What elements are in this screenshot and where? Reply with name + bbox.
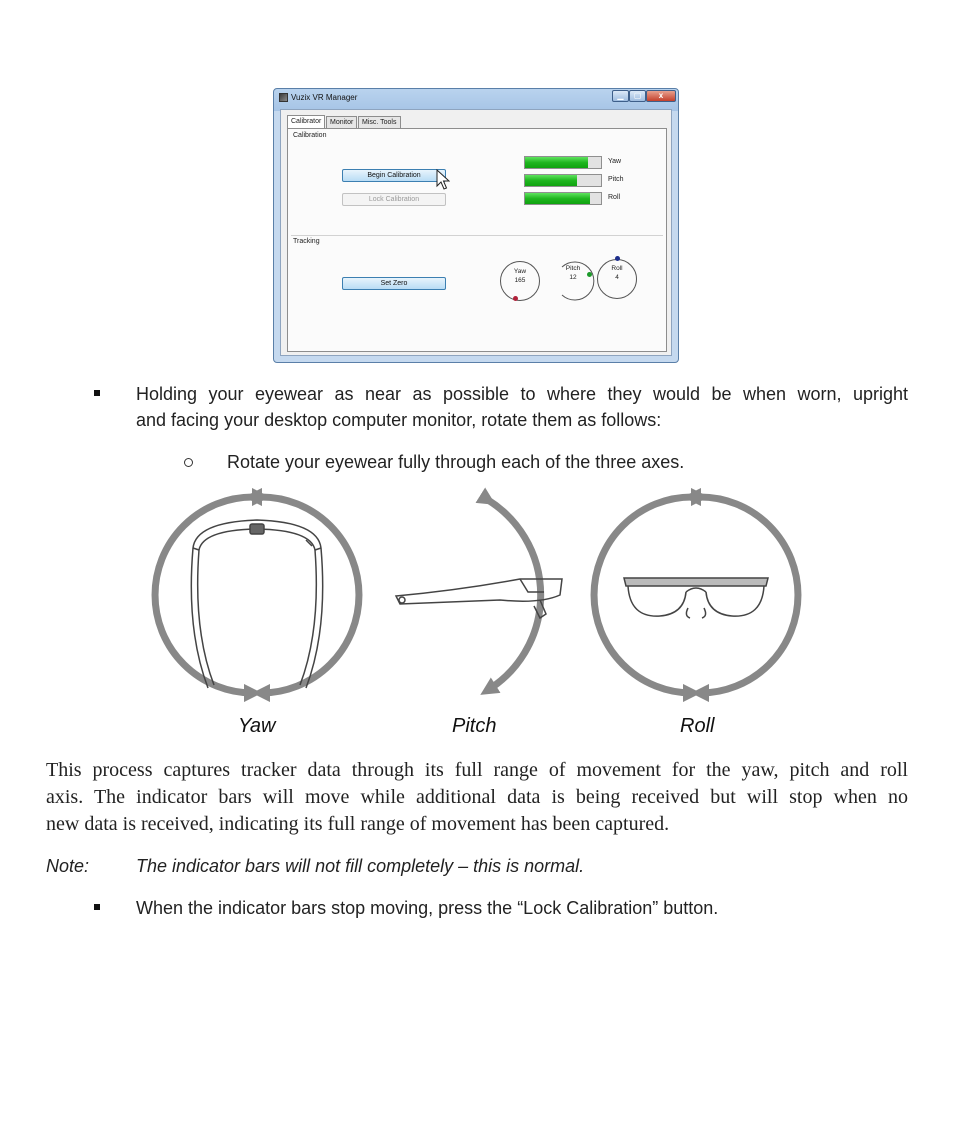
app-icon (279, 93, 288, 102)
yaw-bar-label: Yaw (608, 158, 622, 165)
roll-indicator-dot (615, 256, 620, 261)
yaw-indicator-dot (513, 296, 518, 301)
paragraph-line3: new data is received, indicating its full range of movement has been captured. (46, 813, 670, 835)
yaw-arrow-right (261, 497, 359, 693)
roll-arrow-right (700, 497, 798, 693)
yaw-dial-label: Yaw (513, 268, 527, 275)
tab-monitor[interactable]: Monitor (326, 116, 357, 128)
paragraph-line2: axis. The indicator bars will move while additional data is being received but will stop when no (46, 786, 908, 808)
rotation-axes-figure (0, 480, 954, 710)
minimize-button[interactable]: ▁ (612, 90, 629, 102)
tab-misc-tools[interactable]: Misc. Tools (358, 116, 401, 128)
roll-caption: Roll (680, 715, 715, 737)
yaw-progress-bar (524, 156, 602, 169)
vr-manager-window (273, 88, 679, 363)
yaw-bar-fill (525, 157, 588, 168)
pitch-dial-label: Pitch (565, 265, 581, 272)
group-divider (291, 235, 663, 236)
window-client-area (280, 109, 672, 356)
note-label: Note: (46, 856, 90, 876)
yaw-dial-value: 165 (514, 277, 526, 284)
set-zero-button[interactable]: Set Zero (342, 277, 446, 290)
maximize-button[interactable]: ▢ (629, 90, 646, 102)
roll-bar-fill (525, 193, 590, 204)
square-bullet-icon-2 (94, 904, 100, 910)
pitch-rotation-diagram (396, 500, 562, 690)
yaw-dial (500, 261, 540, 301)
begin-calibration-button[interactable]: Begin Calibration (342, 169, 446, 182)
pitch-caption: Pitch (452, 715, 497, 737)
roll-dial-label: Roll (611, 265, 623, 272)
bullet1-line1: Holding your eyewear as near as possible to where they would be when worn, upright (136, 384, 908, 404)
calibrator-panel (287, 128, 667, 352)
lock-calibration-button[interactable]: Lock Calibration (342, 193, 446, 206)
square-bullet-icon (94, 390, 100, 396)
note-text: The indicator bars will not fill completely – this is normal. (136, 856, 585, 876)
yaw-arrow-left (155, 497, 253, 693)
eyewear-top-view-icon (191, 520, 322, 688)
pitch-bar-fill (525, 175, 577, 186)
roll-progress-bar (524, 192, 602, 205)
bullet1-line2: and facing your desktop computer monitor, rotate them as follows: (136, 410, 662, 430)
roll-bar-label: Roll (608, 194, 621, 201)
pitch-dial-value: 12 (569, 274, 577, 281)
mouse-pointer-icon (436, 169, 450, 191)
bullet2-text: When the indicator bars stop moving, press the “Lock Calibration” button. (136, 898, 719, 918)
close-button[interactable]: x (646, 90, 676, 102)
sub-bullet-text: Rotate your eyewear fully through each of the three axes. (227, 452, 685, 472)
tracking-group-label: Tracking (293, 238, 320, 245)
paragraph-line1: This process captures tracker data through its full range of movement for the yaw, pitch and roll (46, 759, 908, 781)
roll-arrow-left (594, 497, 692, 693)
roll-dial (597, 259, 637, 299)
circle-bullet-icon (184, 458, 193, 467)
roll-rotation-diagram (594, 497, 798, 693)
tab-calibrator[interactable]: Calibrator (287, 115, 325, 129)
calibration-group-label: Calibration (293, 132, 327, 139)
pitch-indicator-dot (587, 272, 592, 277)
pitch-progress-bar (524, 174, 602, 187)
window-title: Vuzix VR Manager (291, 93, 358, 102)
yaw-rotation-diagram (155, 497, 359, 693)
roll-dial-value: 4 (615, 274, 619, 281)
pitch-bar-label: Pitch (608, 176, 624, 183)
eyewear-front-view-icon (624, 578, 768, 618)
pitch-arrow (488, 500, 541, 690)
yaw-caption: Yaw (238, 715, 276, 737)
